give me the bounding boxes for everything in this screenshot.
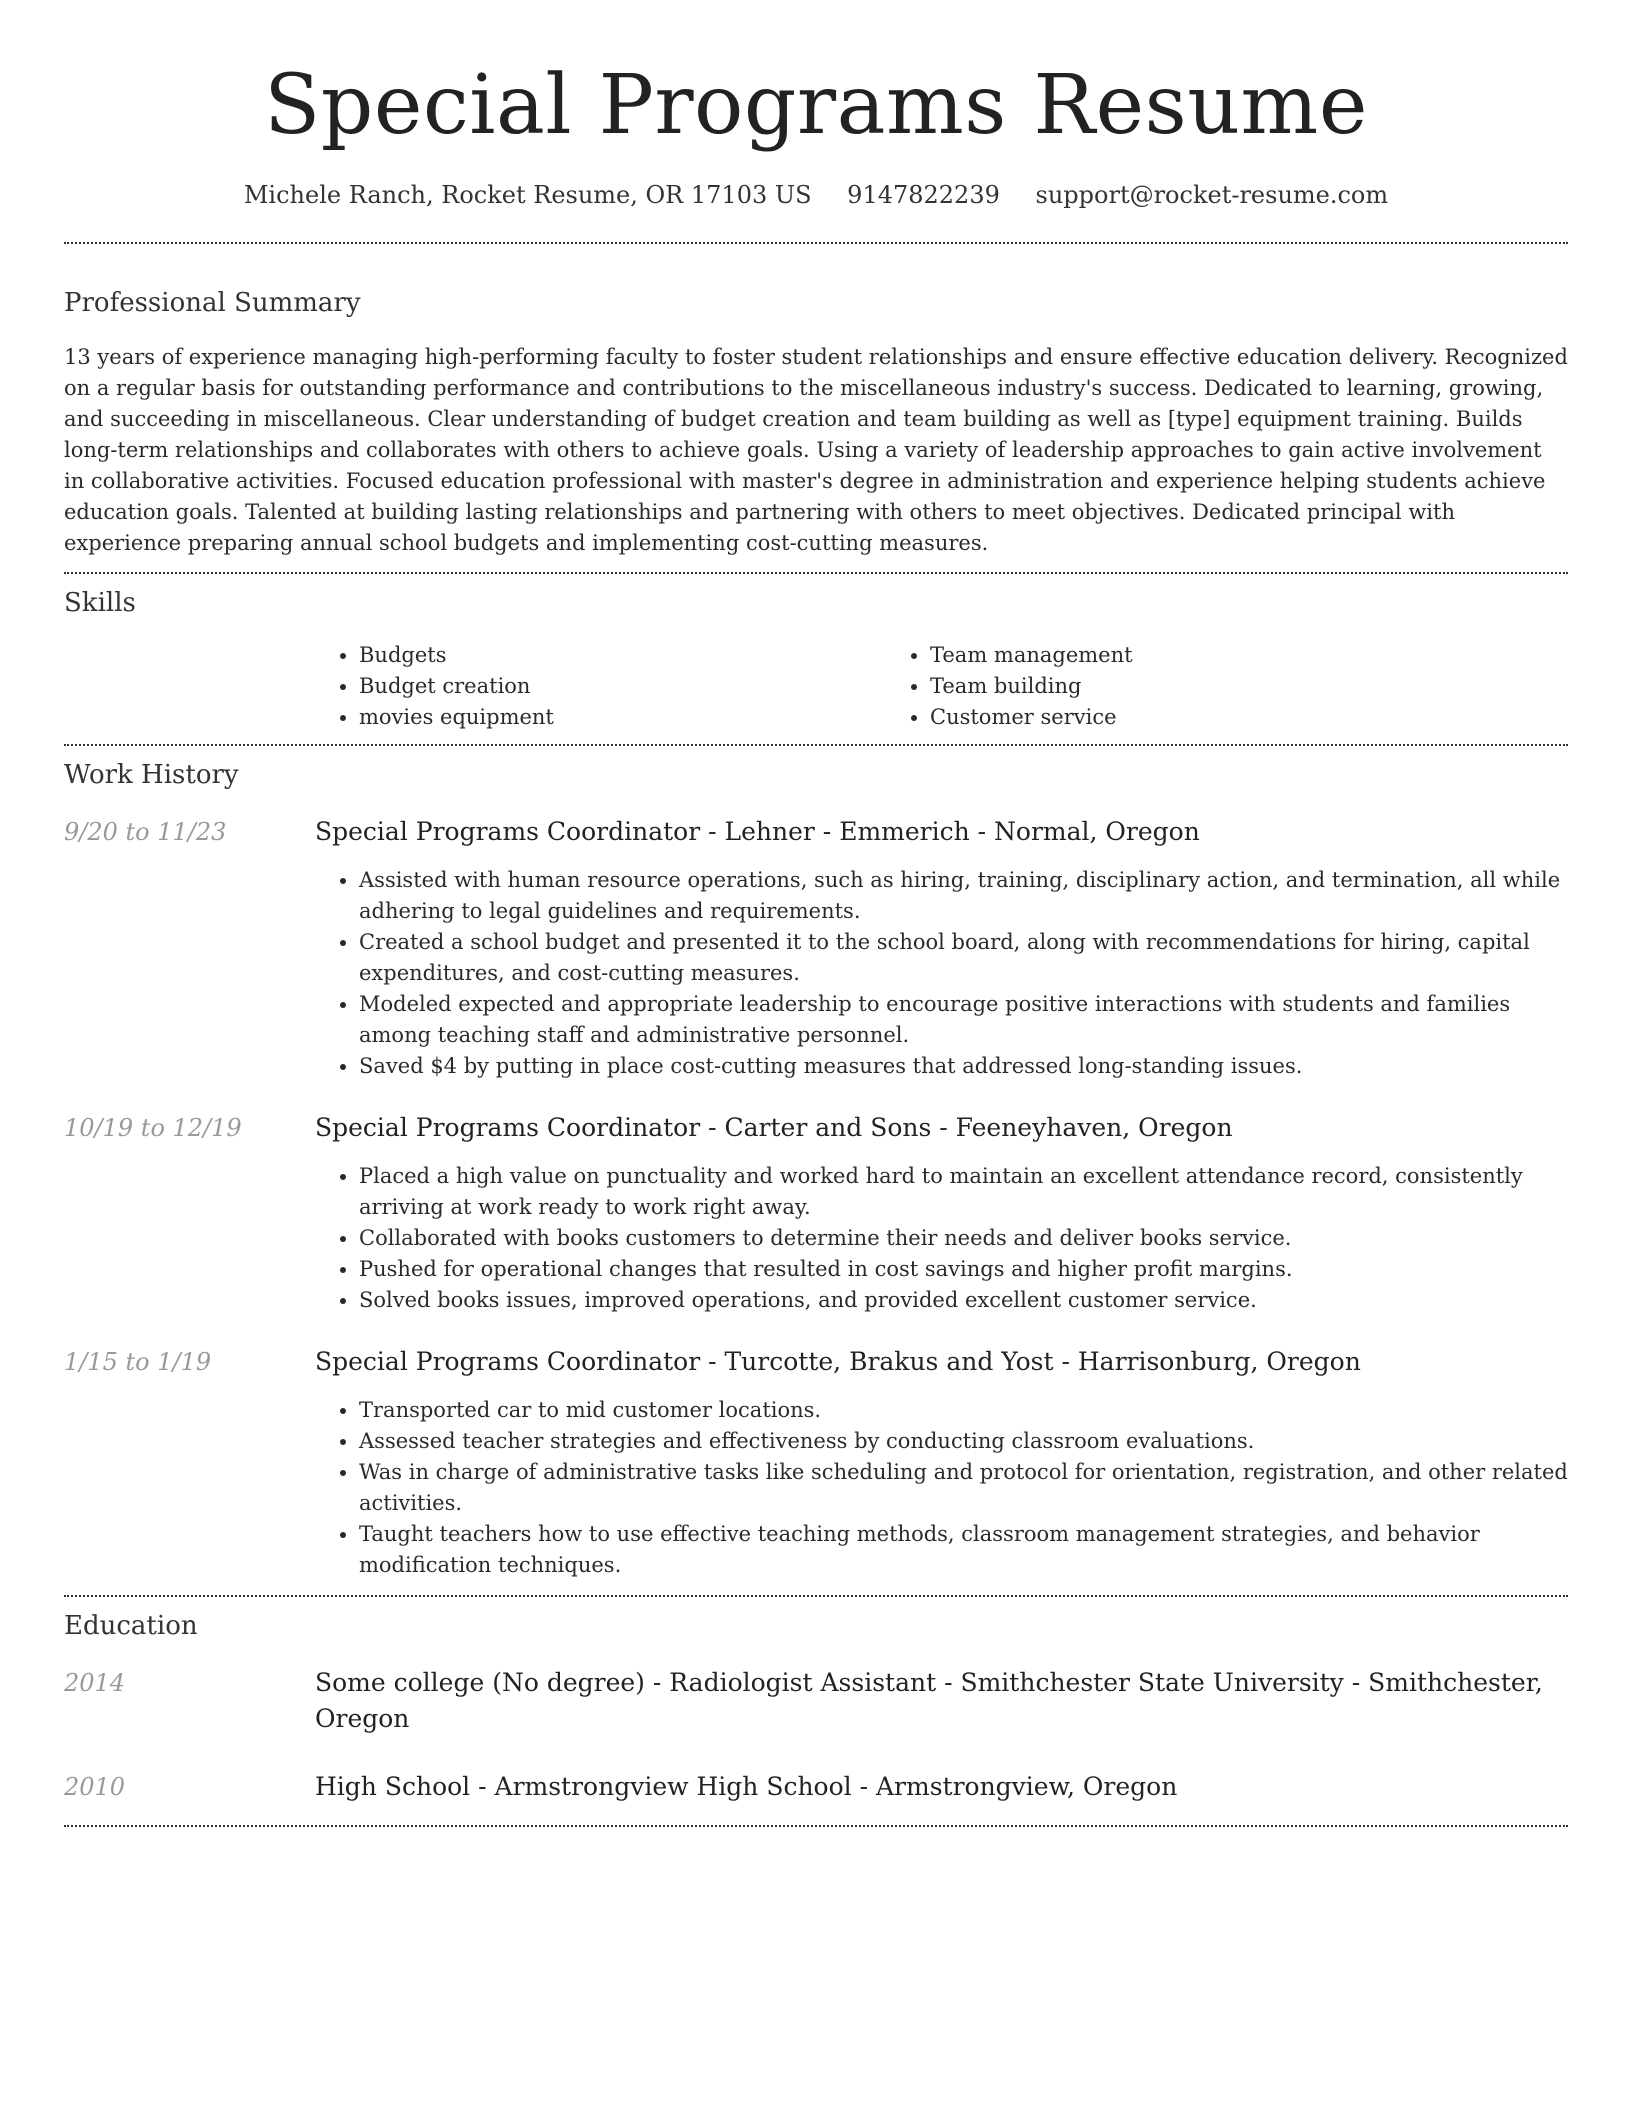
job-bullet: • Modeled expected and appropriate leadership to encourage positive interactions with students and families among teaching staff and administrative personnel. xyxy=(359,989,1568,1051)
resume-title: Special Programs Resume xyxy=(264,58,1368,153)
job-title: Special Programs Coordinator - Lehner - Emmerich - Normal, Oregon xyxy=(315,817,1200,846)
job-bullets xyxy=(315,865,1568,1082)
divider xyxy=(64,1825,1568,1827)
skill-item: • movies equipment xyxy=(359,702,886,733)
skills-column-right xyxy=(886,640,1457,733)
education-heading: Education xyxy=(64,1611,198,1641)
job-entry xyxy=(64,814,1568,1082)
job-bullets xyxy=(315,1395,1568,1581)
work-heading: Work History xyxy=(64,760,239,790)
summary-heading: Professional Summary xyxy=(64,288,361,318)
summary-text: 13 years of experience managing high-performing faculty to foster student relationships and ensure effective education delivery. Recognized on a regular basis for outstanding performance and contributions to the miscellaneous industry's success. Dedicated to learning, growing, and succeeding in miscellaneous. Clear understanding of budget creation and team building as well as [type] equipment training. Builds long-term relationships and collaborates with others to achieve goals. Using a variety of leadership approaches to gain active involvement in collaborative activities. Focused education professional with master's degree in administration and experience helping students achieve education goals. Talented at building lasting relationships and partnering with others to meet objectives. Dedicated principal with experience preparing annual school budgets and implementing cost-cutting measures. xyxy=(64,345,1568,555)
job-bullet: • Assessed teacher strategies and effectiveness by conducting classroom evaluations. xyxy=(359,1426,1568,1457)
job-bullet: • Was in charge of administrative tasks like scheduling and protocol for orientation, registration, and other related activities. xyxy=(359,1457,1568,1519)
education-title: Some college (No degree) - Radiologist Assistant - Smithchester State University - Smithchester, Oregon xyxy=(315,1668,1543,1733)
education-entry xyxy=(64,1665,1568,1737)
job-date: 10/19 to 12/19 xyxy=(64,1114,242,1142)
education-date: 2014 xyxy=(64,1669,126,1697)
job-title: Special Programs Coordinator - Turcotte, Brakus and Yost - Harrisonburg, Oregon xyxy=(315,1347,1361,1376)
divider xyxy=(64,744,1568,746)
skills-column-left xyxy=(315,640,886,733)
job-date: 1/15 to 1/19 xyxy=(64,1348,212,1376)
contact-phone: 9147822239 xyxy=(847,181,1000,209)
job-header xyxy=(64,1344,1568,1380)
job-header xyxy=(64,1110,1568,1146)
job-bullet: • Assisted with human resource operations, such as hiring, training, disciplinary action, and termination, all while adhering to legal guidelines and requirements. xyxy=(359,865,1568,927)
education-date: 2010 xyxy=(64,1773,126,1801)
job-title: Special Programs Coordinator - Carter and Sons - Feeneyhaven, Oregon xyxy=(315,1113,1233,1142)
contact-email: support@rocket-resume.com xyxy=(1035,181,1389,209)
job-date: 9/20 to 11/23 xyxy=(64,818,227,846)
resume-page xyxy=(64,0,1568,1827)
skill-item: • Budget creation xyxy=(359,671,886,702)
job-bullet: • Created a school budget and presented it to the school board, along with recommendations for hiring, capital expenditures, and cost-cutting measures. xyxy=(359,927,1568,989)
skill-item: • Customer service xyxy=(930,702,1457,733)
job-entry xyxy=(64,1344,1568,1581)
divider xyxy=(64,572,1568,574)
job-bullets xyxy=(315,1161,1568,1316)
divider xyxy=(64,1595,1568,1597)
job-bullet: • Placed a high value on punctuality and worked hard to maintain an excellent attendance record, consistently arriving at work ready to work right away. xyxy=(359,1161,1568,1223)
job-entry xyxy=(64,1110,1568,1316)
contact-address: Michele Ranch, Rocket Resume, OR 17103 US xyxy=(243,181,812,209)
divider xyxy=(64,242,1568,244)
education-title: High School - Armstrongview High School - Armstrongview, Oregon xyxy=(315,1772,1178,1801)
education-entry xyxy=(64,1769,1568,1805)
job-bullet: • Transported car to mid customer locations. xyxy=(359,1395,1568,1426)
skill-item: • Budgets xyxy=(359,640,886,671)
contact-line xyxy=(64,178,1568,212)
job-bullet: • Collaborated with books customers to determine their needs and deliver books service. xyxy=(359,1223,1568,1254)
skill-item: • Team building xyxy=(930,671,1457,702)
job-header xyxy=(64,814,1568,850)
skill-item: • Team management xyxy=(930,640,1457,671)
skills-heading: Skills xyxy=(64,588,136,618)
job-bullet: • Saved $4 by putting in place cost-cutting measures that addressed long-standing issues. xyxy=(359,1051,1568,1082)
job-bullet: • Solved books issues, improved operations, and provided excellent customer service. xyxy=(359,1285,1568,1316)
skills-list xyxy=(315,640,1568,733)
job-bullet: • Taught teachers how to use effective teaching methods, classroom management strategies, and behavior modification techniques. xyxy=(359,1519,1568,1581)
job-bullet: • Pushed for operational changes that resulted in cost savings and higher profit margins. xyxy=(359,1254,1568,1285)
